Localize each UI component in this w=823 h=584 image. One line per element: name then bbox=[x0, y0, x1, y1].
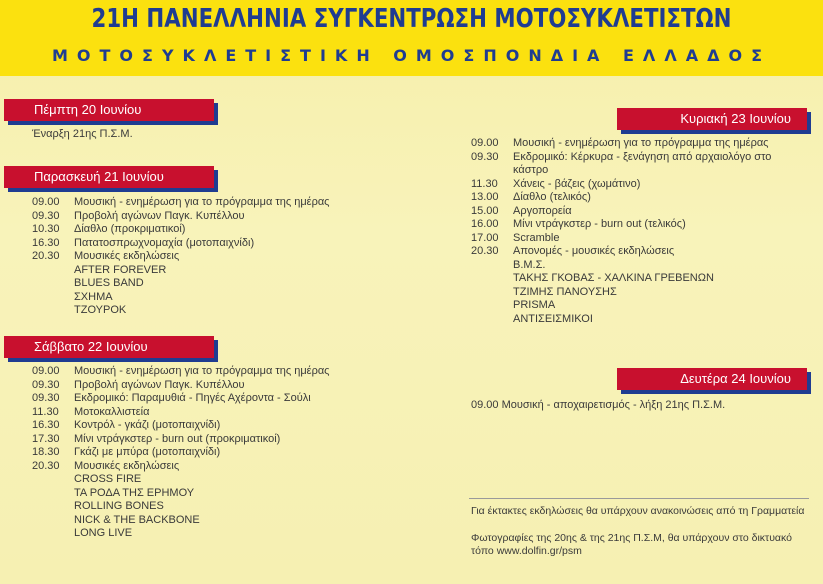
schedule-row bbox=[32, 487, 330, 501]
event-time bbox=[471, 272, 513, 286]
schedule-row bbox=[471, 313, 771, 327]
day-label: Δευτέρα 24 Ιουνίου bbox=[680, 371, 791, 386]
day-header-sunday bbox=[617, 108, 807, 130]
event-text: Πατατοσπρωχνομαχία (μοτοπαιχνίδι) bbox=[74, 236, 255, 249]
event-time bbox=[471, 286, 513, 300]
event-time bbox=[32, 487, 74, 501]
extra-events-note: Για έκτακτες εκδηλώσεις θα υπάρχουν ανακοινώσεις από τη Γραμματεία bbox=[471, 505, 805, 517]
schedule-row bbox=[471, 205, 771, 219]
event-text: BLUES BAND bbox=[74, 277, 144, 289]
event-time bbox=[32, 304, 74, 318]
event-time: 09.30 bbox=[471, 150, 499, 163]
sunday-schedule-list bbox=[471, 137, 771, 326]
schedule-row bbox=[32, 264, 330, 278]
event-text: Μοτοκαλλιστεία bbox=[74, 405, 150, 418]
event-text: Απονομές - μουσικές εκδηλώσεις bbox=[513, 245, 675, 257]
event-time: 16.30 bbox=[32, 236, 60, 249]
schedule-row bbox=[471, 218, 771, 232]
event-time bbox=[32, 527, 74, 541]
schedule-row bbox=[471, 245, 771, 259]
schedule-row bbox=[32, 500, 330, 514]
event-text: Προβολή αγώνων Παγκ. Κυπέλλου bbox=[74, 378, 245, 391]
schedule-row bbox=[32, 473, 330, 487]
event-text: Δίαθλο (τελικός) bbox=[513, 191, 591, 203]
schedule-row bbox=[471, 232, 771, 246]
schedule-row bbox=[471, 151, 771, 165]
schedule-row bbox=[32, 277, 330, 291]
schedule-row bbox=[32, 392, 330, 406]
event-text: Χάνεις - βάζεις (χωμάτινο) bbox=[513, 177, 641, 190]
event-time: 15.00 bbox=[471, 204, 499, 217]
schedule-row bbox=[32, 514, 330, 528]
event-time: 09.00 bbox=[471, 137, 499, 149]
photos-note: Φωτογραφίες της 20ης & της 21ης Π.Σ.Μ, θα υπάρχουν στο δικτυακό τόπο www.dolfin.gr/psm bbox=[471, 532, 792, 557]
event-text: Μίνι ντράγκστερ - burn out (προκριματικοί) bbox=[74, 432, 281, 445]
event-text: Εκδρομικό: Παραμυθιά - Πηγές Αχέροντα - Σούλι bbox=[74, 392, 311, 404]
event-time bbox=[471, 299, 513, 313]
day-header-monday bbox=[617, 368, 807, 390]
event-text: κάστρο bbox=[513, 164, 549, 176]
event-time bbox=[32, 277, 74, 291]
event-text: LONG LIVE bbox=[74, 527, 133, 539]
schedule-row bbox=[32, 237, 330, 251]
event-time: 17.30 bbox=[32, 432, 60, 445]
day-label: Κυριακή 23 Ιουνίου bbox=[680, 111, 791, 126]
schedule-row bbox=[471, 137, 771, 151]
event-text: Μουσική - ενημέρωση για το πρόγραμμα της ημέρας bbox=[513, 137, 769, 149]
schedule-row bbox=[471, 286, 771, 300]
event-text: ROLLING BONES bbox=[74, 500, 164, 512]
day-header-thursday bbox=[4, 99, 214, 121]
event-text: ΤΖΙΜΗΣ ΠΑΝΟΥΣΗΣ bbox=[513, 285, 617, 298]
event-time bbox=[32, 500, 74, 514]
event-time: 13.00 bbox=[471, 191, 499, 203]
schedule-row bbox=[32, 419, 330, 433]
event-time bbox=[32, 264, 74, 278]
event-text: ΤΑΚΗΣ ΓΚΟΒΑΣ - ΧΑΛΚΙΝΑ ΓΡΕΒΕΝΩΝ bbox=[513, 272, 714, 284]
day-label: Σάββατο 22 Ιουνίου bbox=[34, 339, 148, 354]
schedule-row bbox=[32, 250, 330, 264]
event-text: ΤΖΟΥΡΟΚ bbox=[74, 304, 127, 316]
event-time: 20.30 bbox=[32, 459, 60, 472]
day-header-saturday bbox=[4, 336, 214, 358]
page-title: 21Η ΠΑΝΕΛΛΗΝΙΑ ΣΥΓΚΕΝΤΡΩΣΗ ΜΟΤΟΣΥΚΛΕΤΙΣΤΩΝ bbox=[91, 4, 732, 34]
event-time bbox=[32, 514, 74, 528]
divider bbox=[469, 498, 809, 499]
schedule-row bbox=[471, 259, 771, 273]
event-time bbox=[32, 291, 74, 305]
header-banner bbox=[0, 0, 823, 76]
schedule-row bbox=[32, 527, 330, 541]
event-time: 16.30 bbox=[32, 419, 60, 431]
event-text: Εκδρομικό: Κέρκυρα - ξενάγηση από αρχαιολόγο στο bbox=[513, 150, 772, 163]
event-time: 09.00 bbox=[32, 365, 60, 377]
saturday-schedule-list bbox=[32, 365, 330, 541]
event-text: Μουσική - ενημέρωση για το πρόγραμμα της ημέρας bbox=[74, 196, 330, 208]
event-text: Μίνι ντράγκστερ - burn out (τελικός) bbox=[513, 218, 686, 230]
schedule-row bbox=[471, 299, 771, 313]
event-time bbox=[471, 259, 513, 273]
event-time: 09.30 bbox=[32, 378, 60, 391]
schedule-row bbox=[471, 164, 771, 178]
event-text: Γκάζι με μπύρα (μοτοπαιχνίδι) bbox=[74, 446, 221, 458]
schedule-row bbox=[32, 210, 330, 224]
event-text: ΑΝΤΙΣΕΙΣΜΙΚΟΙ bbox=[513, 312, 593, 325]
thursday-intro: Έναρξη 21ης Π.Σ.Μ. bbox=[32, 128, 133, 140]
event-time: 20.30 bbox=[32, 250, 60, 262]
event-text: Μουσικές εκδηλώσεις bbox=[74, 250, 180, 262]
event-time: 09.30 bbox=[32, 209, 60, 222]
schedule-row bbox=[32, 365, 330, 379]
friday-schedule-list bbox=[32, 196, 330, 318]
event-time bbox=[32, 473, 74, 487]
event-time: 11.30 bbox=[471, 177, 498, 190]
page-subtitle: ΜΟΤΟΣΥΚΛΕΤΙΣΤΙΚΗ ΟΜΟΣΠΟΝΔΙΑ ΕΛΛΑΔΟΣ bbox=[51, 46, 771, 65]
schedule-row bbox=[32, 460, 330, 474]
schedule-row bbox=[32, 223, 330, 237]
event-text: Β.Μ.Σ. bbox=[513, 258, 546, 271]
event-time: 09.00 bbox=[32, 196, 60, 208]
event-time bbox=[471, 164, 513, 178]
event-time: 10.30 bbox=[32, 223, 60, 235]
event-text: ΤΑ ΡΟΔΑ ΤΗΣ ΕΡΗΜΟΥ bbox=[74, 486, 195, 499]
schedule-row bbox=[32, 196, 330, 210]
schedule-row bbox=[471, 191, 771, 205]
schedule-row bbox=[32, 446, 330, 460]
event-text: CROSS FIRE bbox=[74, 473, 142, 485]
event-text: Προβολή αγώνων Παγκ. Κυπέλλου bbox=[74, 209, 245, 222]
schedule-row bbox=[471, 178, 771, 192]
schedule-row bbox=[32, 406, 330, 420]
schedule-row bbox=[32, 291, 330, 305]
event-time: 17.00 bbox=[471, 231, 499, 244]
event-text: NICK & THE BACKBONE bbox=[74, 513, 200, 526]
event-text: Κοντρόλ - γκάζι (μοτοπαιχνίδι) bbox=[74, 419, 221, 431]
monday-line: 09.00 Μουσική - αποχαιρετισμός - λήξη 21ης Π.Σ.Μ. bbox=[471, 399, 726, 411]
event-text: ΣΧΗΜΑ bbox=[74, 290, 113, 303]
event-text: Μουσική - ενημέρωση για το πρόγραμμα της ημέρας bbox=[74, 365, 330, 377]
event-time: 11.30 bbox=[32, 405, 59, 418]
schedule-row bbox=[32, 304, 330, 318]
day-label: Παρασκευή 21 Ιουνίου bbox=[34, 169, 164, 184]
event-time bbox=[471, 313, 513, 327]
event-text: PRISMA bbox=[513, 299, 556, 311]
event-text: Μουσικές εκδηλώσεις bbox=[74, 459, 180, 472]
event-time: 09.30 bbox=[32, 392, 60, 404]
event-text: AFTER FOREVER bbox=[74, 263, 167, 276]
event-time: 18.30 bbox=[32, 446, 60, 458]
event-text: Scramble bbox=[513, 231, 560, 244]
event-text: Δίαθλο (προκριματικοί) bbox=[74, 223, 186, 235]
schedule-row bbox=[471, 272, 771, 286]
day-label: Πέμπτη 20 Ιουνίου bbox=[34, 102, 142, 117]
event-time: 20.30 bbox=[471, 245, 499, 257]
schedule-row bbox=[32, 379, 330, 393]
event-time: 16.00 bbox=[471, 218, 499, 230]
day-header-friday bbox=[4, 166, 214, 188]
event-text: Αργοπορεία bbox=[513, 204, 572, 217]
schedule-row bbox=[32, 433, 330, 447]
